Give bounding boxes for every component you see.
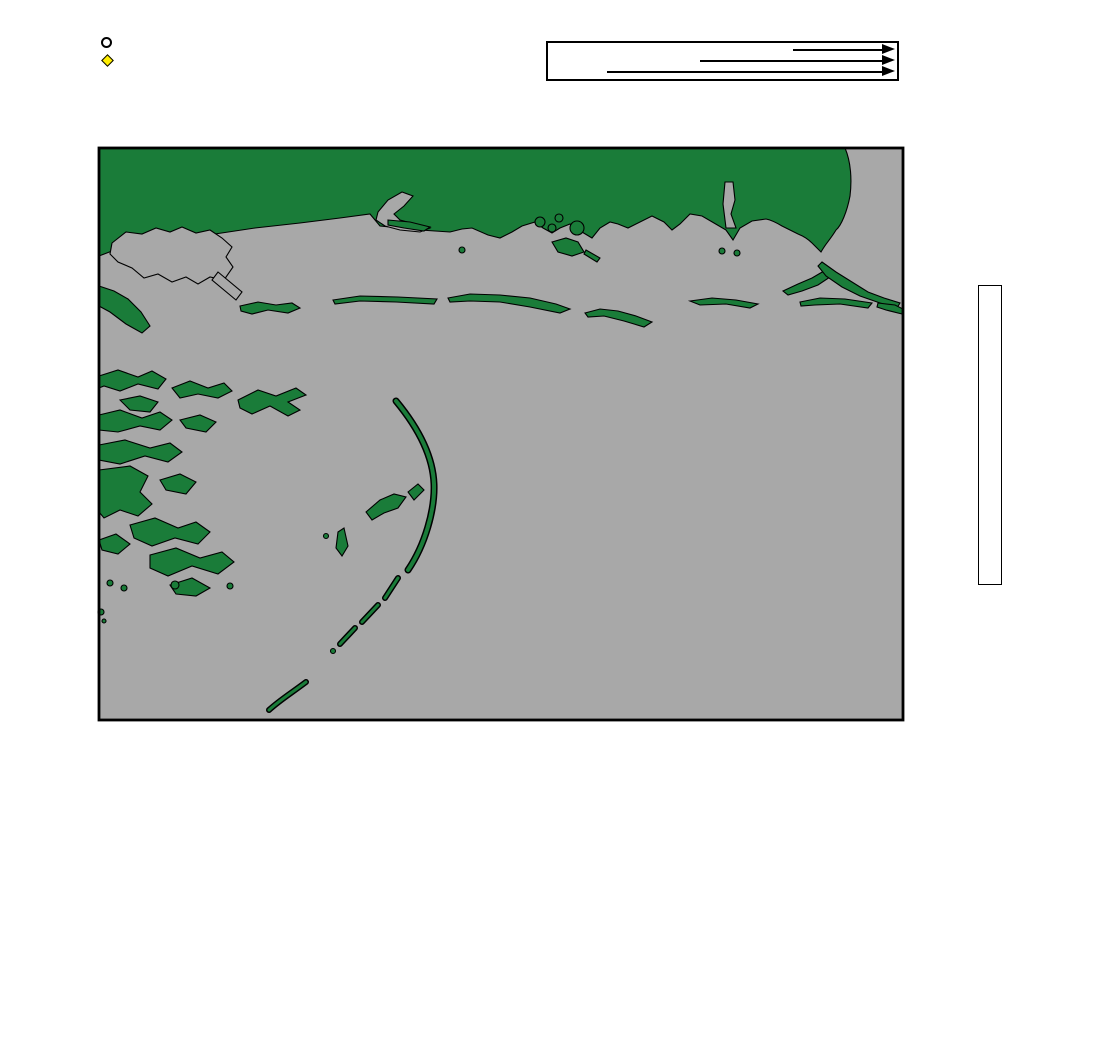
marsh-dot bbox=[171, 581, 179, 589]
vector-scale-1kt-shaft bbox=[793, 49, 884, 51]
islet bbox=[719, 248, 725, 254]
colorbar bbox=[978, 285, 1002, 585]
vector-scale-3kt-shaft bbox=[607, 71, 884, 73]
vector-scale-2kt-arrowhead-icon bbox=[882, 55, 895, 65]
islet bbox=[459, 247, 465, 253]
marsh-dot bbox=[227, 583, 233, 589]
map-canvas bbox=[55, 115, 960, 755]
islet bbox=[570, 221, 584, 235]
vector-scale-2kt-shaft bbox=[700, 60, 884, 62]
vector-scale-box bbox=[546, 41, 899, 81]
marsh-dot bbox=[102, 619, 106, 623]
islet bbox=[535, 217, 545, 227]
islet bbox=[734, 250, 740, 256]
river-channel bbox=[723, 182, 736, 228]
vector-scale-3kt-arrowhead-icon bbox=[882, 66, 895, 76]
legend-item-usm bbox=[100, 36, 118, 53]
ndbc-diamond-icon bbox=[101, 54, 114, 67]
vector-scale-1kt-arrowhead-icon bbox=[882, 44, 895, 54]
islet bbox=[548, 224, 556, 232]
marsh-dot bbox=[107, 580, 113, 586]
usm-circle-icon bbox=[101, 37, 112, 48]
arc-west-dot bbox=[324, 534, 329, 539]
map-legend bbox=[100, 36, 118, 70]
marsh-dot bbox=[121, 585, 127, 591]
legend-item-ndbc bbox=[100, 53, 118, 70]
islet bbox=[555, 214, 563, 222]
